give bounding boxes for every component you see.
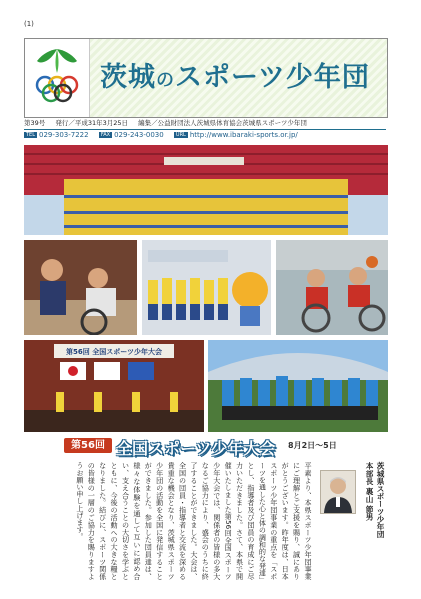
photo-wheelchair-basketball [276,240,388,335]
author-title: 本部長 [365,462,374,485]
author-byline [362,462,386,580]
contact-line [24,131,298,139]
tel-number: 029-303-7222 [39,131,89,139]
publish-date: 発行／平成31年3月25日 [55,119,129,127]
page-number: (1) [24,20,34,28]
sports-club-logo [25,39,90,117]
photo-stadium-group [24,145,388,235]
editor: 編集／公益財団法人茨城県体育協会茨城県スポーツ少年団 [138,119,307,127]
publication-info [24,118,386,140]
photo-mascot-group [142,240,271,335]
photo-wheelchair-event [24,240,137,335]
event-date: 8月2日～5日 [288,441,337,450]
article-headline [64,436,386,456]
photo-outdoor-group [208,340,388,432]
photo-ceremony-stage [24,340,204,432]
fax-number: 029-243-0030 [114,131,164,139]
author-portrait [320,470,356,514]
newsletter-title [100,55,370,94]
edition-badge: 第56回 [64,438,112,453]
title-prefix: 茨城 [100,62,156,93]
author-org: 茨城県スポーツ少年団 [376,462,385,538]
url-label: URL [175,132,186,138]
title-connector: の [156,70,175,91]
event-title: 全国スポーツ少年大会 [116,439,276,458]
masthead [24,38,388,118]
website-link[interactable]: http://www.ibaraki-sports.or.jp/ [189,131,298,139]
issue-number: 第39号 [24,119,46,127]
author-name: 裏山 節男 [365,487,374,521]
issue-line [24,118,386,130]
title-band [90,39,387,117]
tel-label: TEL [26,132,35,138]
fax-label: FAX [100,132,111,138]
title-main: スポーツ少年団 [175,62,370,93]
stage-sign: 第56回 全国スポーツ少年大会 [66,348,162,356]
article-body: 平素より、本県スポーツ少年団事業にご理解とご支援を賜り、誠にありがとうございます。昨年度は、日本スポーツ少年団事業の重点を「スポーツを通した心と体の調和的な発達」とし、指導者及び団員の育成にご尽力いただきました。さて、本県で開催いたしました第56回全国スポーツ少年大会では、関係者の皆様の多大なるご協力により、盛会のうちに終了することができました。大会は、全国の団員・指導者と交流を深める貴重な機会となり、茨城県スポーツ少年団の活動を全国に発信することができました。参加した団員達は、様々な体験を通して互いに認め合い、支え合うことの大切さを学ぶとともに、今後の活動への大きな糧となりました。結びに、スポーツ関係の皆様の一層のご協力を賜りますようお願い申し上げます。 [75,462,313,580]
